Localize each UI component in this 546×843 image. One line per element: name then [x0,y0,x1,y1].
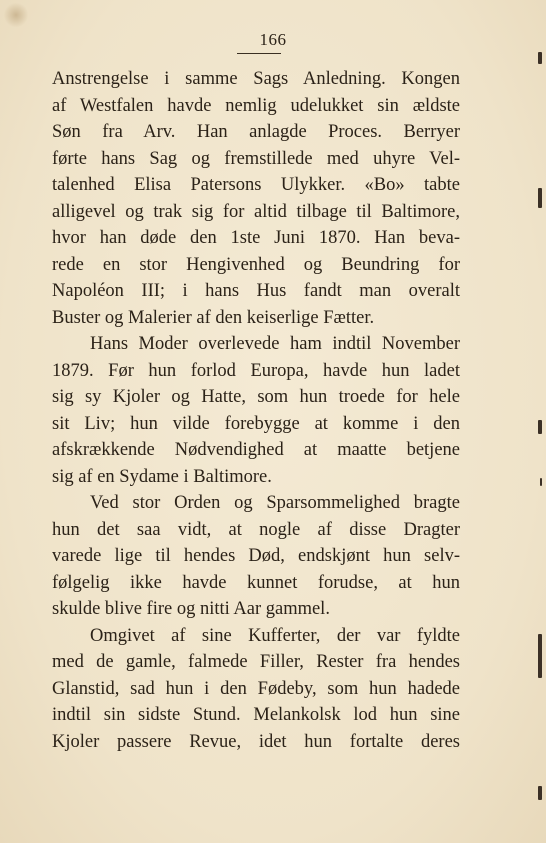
text-line: sig af en Sydame i Baltimore. [52,466,272,487]
paper-stain [4,2,28,28]
text-line: 1879. Før hun forlod Europa, havde hun ladet [52,360,460,381]
text-line: varede lige til hendes Død, endskjønt hun selv- [52,546,460,566]
text-line: talenhed Elisa Patersons Ulykker. «Bo» tabte [52,175,460,195]
edge-mark [540,478,542,486]
text-line: Hans Moder overlevede ham indtil November [90,334,460,354]
text-line: førte hans Sag og fremstillede med uhyre Vel- [52,148,460,169]
text-line: med de gamle, falmede Filler, Rester fra hendes [52,652,460,672]
text-line: Glanstid, sad hun i den Fødeby, som hun hadede [52,678,460,699]
text-line: rede en stor Hengivenhed og Beundring for [52,254,460,275]
text-line: Omgivet af sine Kufferter, der var fyldte [90,625,460,646]
text-line: skulde blive fire og nitti Aar gammel. [52,599,330,619]
text-line: følgelig ikke havde kunnet forudse, at hun [52,572,460,593]
text-line: Kjoler passere Revue, idet hun fortalte deres [52,731,460,752]
text-line: af Westfalen havde nemlig udelukket sin ældste [52,95,460,116]
body-text [52,66,460,755]
text-line: alligevel og trak sig for altid tilbage til Baltimore, [52,201,460,222]
text-line: Anstrengelse i samme Sags Anledning. Kongen [52,69,460,89]
edge-mark [538,52,542,64]
text-line: Napoléon III; i hans Hus fandt man overalt [52,281,460,301]
text-line: indtil sin sidste Stund. Melankolsk lod hun sine [52,705,460,725]
text-line: Ved stor Orden og Sparsommelighed bragte [90,493,460,513]
edge-mark [538,188,542,208]
text-line: sit Liv; hun vilde forebygge at komme i den [52,413,460,434]
text-line: sig sy Kjoler og Hatte, som hun troede for hele [52,387,460,407]
text-line: hun det saa vidt, at nogle af disse Dragter [52,519,460,540]
edge-mark [538,634,542,678]
page-number-rule [237,53,281,54]
edge-mark [538,786,542,800]
page-number: 166 [259,30,287,49]
edge-mark [538,420,542,434]
text-line: hvor han døde den 1ste Juni 1870. Han beva- [52,228,460,248]
text-line: Buster og Malerier af den keiserlige Fætter. [52,307,375,328]
text-line: Søn fra Arv. Han anlagde Proces. Berryer [52,122,460,142]
text-line: afskrækkende Nødvendighed at maatte betjene [52,440,460,460]
